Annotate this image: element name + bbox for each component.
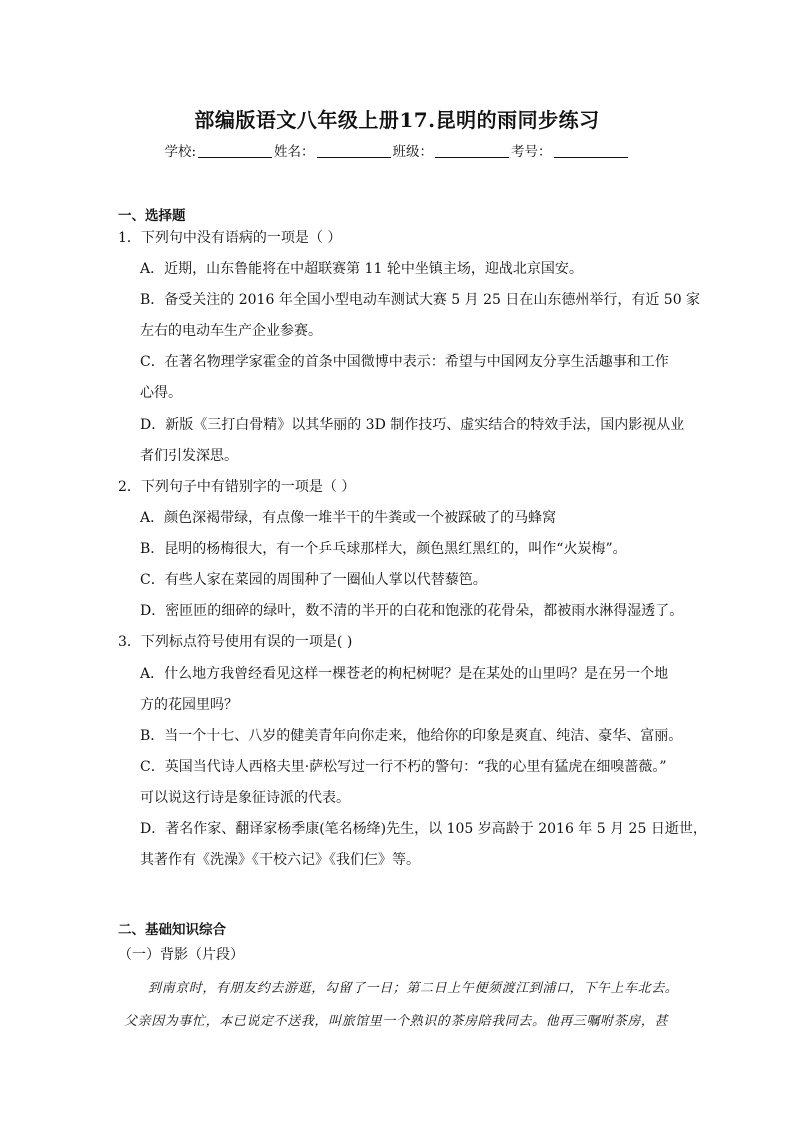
question-1-stem: 1．下列句中没有语病的一项是（ ） xyxy=(118,230,342,246)
question-1-option-d-line2: 者们引发深思。 xyxy=(140,448,238,464)
question-3-option-d-line1: D．著名作家、翻译家杨季康(笔名杨绛)先生，以 105 岁高龄于 2016 年 5 月 25 日逝世， xyxy=(140,821,707,837)
question-3-stem: 3．下列标点符号使用有误的一项是( ) xyxy=(118,634,353,650)
question-2-stem: 2．下列句子中有错别字的一项是（ ） xyxy=(118,479,356,495)
exam-no-label: 考号： xyxy=(511,144,552,160)
question-1-option-b-line1: B．备受关注的 2016 年全国小型电动车测试大赛 5 月 25 日在山东德州举行，有近 50 家 xyxy=(140,292,701,308)
school-blank[interactable] xyxy=(198,143,272,158)
question-3-option-c-line2: 可以说这行诗是象征诗派的代表。 xyxy=(140,790,350,806)
passage-line-2: 父亲因为事忙，本已说定不送我，叫旅馆里一个熟识的茶房陪我同去。他再三嘱咐茶房，甚 xyxy=(124,1014,669,1029)
question-2-option-b: B．昆明的杨梅很大，有一个乒乓球那样大，颜色黑红黑红的，叫作“火炭梅”。 xyxy=(140,541,627,557)
question-1-option-c-line2: 心得。 xyxy=(140,385,182,401)
question-1-option-a: A．近期，山东鲁能将在中超联赛第 11 轮中坐镇主场，迎战北京国安。 xyxy=(140,261,583,277)
question-2-option-c: C．有些人家在菜园的周围种了一圈仙人掌以代替藜笆。 xyxy=(140,572,487,588)
question-1-option-c-line1: C．在著名物理学家霍金的首条中国微博中表示：希望与中国网友分享生活趣事和工作 xyxy=(140,354,669,370)
question-2-option-a: A．颜色深褐带绿，有点像一堆半干的牛粪或一个被踩破了的马蜂窝 xyxy=(140,510,557,526)
question-3-option-d-line2: 其著作有《洗澡》《干校六记》《我们仨》等。 xyxy=(140,852,420,868)
question-1-option-d-line1: D．新版《三打白骨精》以其华丽的 3D 制作技巧、虚实结合的特效手法，国内影视从业 xyxy=(140,417,685,433)
section-heading-basics: 二、基础知识综合 xyxy=(118,922,226,938)
question-1-option-b-line2: 左右的电动车生产企业参赛。 xyxy=(140,323,322,339)
question-2-option-d: D．密匝匝的细碎的绿叶，数不清的半开的白花和饱涨的花骨朵，都被雨水淋得湿透了。 xyxy=(140,603,684,619)
question-3-option-a-line2: 方的花园里吗？ xyxy=(140,697,238,713)
question-3-option-b: B．当一个十七、八岁的健美青年向你走来，他给你的印象是爽直、纯洁、豪华、富丽。 xyxy=(140,728,683,744)
exam-no-blank[interactable] xyxy=(554,143,628,158)
name-label: 姓名： xyxy=(274,144,315,160)
student-info-line xyxy=(0,140,794,160)
name-blank[interactable] xyxy=(317,143,391,158)
school-label: 学校: xyxy=(164,144,197,160)
question-3-option-a-line1: A．什么地方我曾经看见这样一棵苍老的枸杞树呢？是在某处的山里吗？是在另一个地 xyxy=(140,666,669,682)
subsection-heading: （一）背影（片段） xyxy=(118,947,244,963)
question-3-option-c-line1: C．英国当代诗人西格夫里·萨松写过一行不朽的警句：“我的心里有猛虎在细嗅蔷薇。” xyxy=(140,759,667,775)
class-label: 班级： xyxy=(392,144,434,160)
section-heading-choice: 一、选择题 xyxy=(118,208,186,224)
class-blank[interactable] xyxy=(435,143,509,158)
page-title: 部编版语文八年级上册17.昆明的雨同步练习 xyxy=(194,108,600,132)
passage-line-1: 到南京时，有朋友约去游逛，勾留了一日；第二日上午便须渡江到浦口，下午上车北去。 xyxy=(148,981,679,996)
